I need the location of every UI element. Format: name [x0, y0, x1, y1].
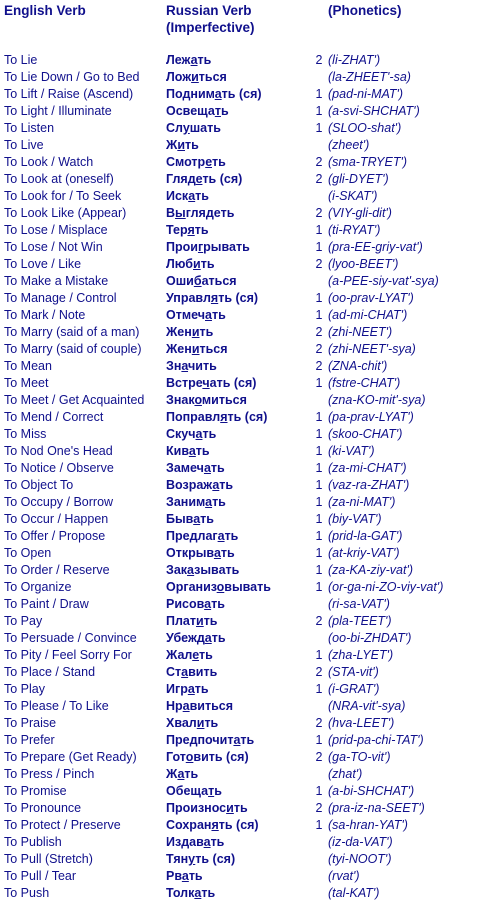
table-row — [0, 715, 490, 732]
table-row — [0, 273, 490, 290]
english-verb: To Publish — [4, 835, 62, 849]
russian-verb: Хвалить — [166, 716, 219, 730]
phonetics: (la-ZHEET'-sa) — [328, 70, 411, 84]
english-verb: To Make a Mistake — [4, 274, 109, 288]
table-row — [0, 324, 490, 341]
english-verb: To Miss — [4, 427, 47, 441]
russian-verb: Бывать — [166, 512, 214, 526]
table-row — [0, 290, 490, 307]
conjugation-number: 1 — [315, 546, 323, 560]
russian-verb: Жалеть — [166, 648, 213, 662]
header-english-verb: English Verb — [4, 3, 86, 18]
russian-verb: Отмечать — [166, 308, 226, 322]
phonetics: (a-svi-SHCHAT') — [328, 104, 420, 118]
table-row — [0, 460, 490, 477]
russian-verb: Готовить (ся) — [166, 750, 249, 764]
english-verb: To Protect / Preserve — [4, 818, 121, 832]
table-row — [0, 409, 490, 426]
phonetics: (rvat') — [328, 869, 360, 883]
english-verb: To Prefer — [4, 733, 55, 747]
phonetics: (prid-la-GAT') — [328, 529, 403, 543]
english-verb: To Listen — [4, 121, 55, 135]
table-row — [0, 69, 490, 86]
table-row — [0, 647, 490, 664]
russian-verb: Терять — [166, 223, 209, 237]
conjugation-number: 2 — [315, 325, 323, 339]
conjugation-number: 2 — [315, 53, 323, 67]
table-row — [0, 766, 490, 783]
conjugation-number: 1 — [315, 444, 323, 458]
table-row — [0, 426, 490, 443]
english-verb: To Meet — [4, 376, 49, 390]
russian-verb: Убеждать — [166, 631, 226, 645]
english-verb: To Look Like (Appear) — [4, 206, 127, 220]
english-verb: To Please / To Like — [4, 699, 109, 713]
conjugation-number: 1 — [315, 376, 323, 390]
russian-verb: Поднимать (ся) — [166, 87, 262, 101]
russian-verb: Глядеть (ся) — [166, 172, 243, 186]
table-row — [0, 171, 490, 188]
phonetics: (za-mi-CHAT') — [328, 461, 407, 475]
english-verb: To Pronounce — [4, 801, 82, 815]
russian-verb: Знакомиться — [166, 393, 247, 407]
table-row — [0, 477, 490, 494]
english-verb: To Paint / Draw — [4, 597, 89, 611]
english-verb: To Nod One's Head — [4, 444, 113, 458]
conjugation-number: 1 — [315, 308, 323, 322]
table-row — [0, 681, 490, 698]
table-row — [0, 528, 490, 545]
table-row — [0, 545, 490, 562]
russian-verb: Кивать — [166, 444, 210, 458]
conjugation-number: 1 — [315, 461, 323, 475]
russian-verb: Слушать — [166, 121, 221, 135]
phonetics: (ki-VAT') — [328, 444, 375, 458]
conjugation-number: 1 — [315, 87, 323, 101]
table-row — [0, 783, 490, 800]
phonetics: (zhat') — [328, 767, 363, 781]
phonetics: (za-KA-ziy-vat') — [328, 563, 414, 577]
russian-verb: Возражать — [166, 478, 234, 492]
header-russian-verb-line2: (Imperfective) — [166, 20, 255, 35]
russian-verb: Играть — [166, 682, 209, 696]
russian-verb: Тянуть (ся) — [166, 852, 236, 866]
phonetics: (ri-sa-VAT') — [328, 597, 390, 611]
russian-verb: Выглядеть — [166, 206, 235, 220]
table-row — [0, 120, 490, 137]
english-verb: To Occupy / Borrow — [4, 495, 114, 509]
phonetics: (oo-prav-LYAT') — [328, 291, 414, 305]
english-verb: To Love / Like — [4, 257, 82, 271]
russian-verb: Предпочитать — [166, 733, 255, 747]
table-row — [0, 613, 490, 630]
russian-verb: Ставить — [166, 665, 218, 679]
english-verb: To Press / Pinch — [4, 767, 95, 781]
russian-verb: Жить — [166, 138, 199, 152]
english-verb: To Open — [4, 546, 52, 560]
table-row — [0, 664, 490, 681]
conjugation-number: 1 — [315, 512, 323, 526]
header-phonetics: (Phonetics) — [328, 3, 402, 18]
russian-verb: Жать — [166, 767, 199, 781]
russian-verb: Предлагать — [166, 529, 239, 543]
phonetics: (pla-TEET') — [328, 614, 392, 628]
phonetics: (ad-mi-CHAT') — [328, 308, 408, 322]
phonetics: (VIY-gli-dit') — [328, 206, 392, 220]
russian-verb: Обещать — [166, 784, 222, 798]
conjugation-number: 2 — [315, 257, 323, 271]
table-row — [0, 137, 490, 154]
english-verb: To Light / Illuminate — [4, 104, 112, 118]
table-row — [0, 562, 490, 579]
phonetics: (biy-VAT') — [328, 512, 382, 526]
russian-verb: Издавать — [166, 835, 225, 849]
english-verb: To Praise — [4, 716, 57, 730]
phonetics: (NRA-vit'-sya) — [328, 699, 406, 713]
table-row — [0, 698, 490, 715]
table-row — [0, 392, 490, 409]
russian-verb: Толкать — [166, 886, 216, 900]
table-row — [0, 205, 490, 222]
phonetics: (zhi-NEET'-sya) — [328, 342, 416, 356]
russian-verb: Ложиться — [166, 70, 227, 84]
phonetics: (ti-RYAT') — [328, 223, 381, 237]
english-verb: To Meet / Get Acquainted — [4, 393, 145, 407]
english-verb: To Promise — [4, 784, 67, 798]
russian-verb: Любить — [166, 257, 215, 271]
table-row — [0, 222, 490, 239]
russian-verb: Жениться — [166, 342, 228, 356]
phonetics: (oo-bi-ZHDAT') — [328, 631, 412, 645]
table-row — [0, 749, 490, 766]
phonetics: (pra-iz-na-SEET') — [328, 801, 425, 815]
phonetics: (i-GRAT') — [328, 682, 380, 696]
english-verb: To Object To — [4, 478, 74, 492]
phonetics: (iz-da-VAT') — [328, 835, 393, 849]
conjugation-number: 1 — [315, 410, 323, 424]
conjugation-number: 2 — [315, 172, 323, 186]
phonetics: (fstre-CHAT') — [328, 376, 401, 390]
english-verb: To Look at (oneself) — [4, 172, 114, 186]
conjugation-number: 1 — [315, 121, 323, 135]
conjugation-number: 2 — [315, 750, 323, 764]
table-row — [0, 494, 490, 511]
conjugation-number: 2 — [315, 359, 323, 373]
russian-verb: Рисовать — [166, 597, 225, 611]
russian-verb: Женить — [166, 325, 214, 339]
conjugation-number: 2 — [315, 665, 323, 679]
phonetics: (prid-pa-chi-TAT') — [328, 733, 424, 747]
english-verb: To Marry (said of couple) — [4, 342, 142, 356]
phonetics: (zha-LYET') — [328, 648, 394, 662]
phonetics: (i-SKAT') — [328, 189, 378, 203]
english-verb: To Marry (said of a man) — [4, 325, 140, 339]
english-verb: To Lift / Raise (Ascend) — [4, 87, 134, 101]
russian-verb: Открывать — [166, 546, 235, 560]
phonetics: (li-ZHAT') — [328, 53, 381, 67]
table-row — [0, 256, 490, 273]
conjugation-number: 1 — [315, 784, 323, 798]
header-russian-verb — [166, 2, 255, 36]
russian-verb: Занимать — [166, 495, 226, 509]
conjugation-number: 2 — [315, 206, 323, 220]
english-verb: To Mend / Correct — [4, 410, 104, 424]
phonetics: (pa-prav-LYAT') — [328, 410, 414, 424]
english-verb: To Lie Down / Go to Bed — [4, 70, 140, 84]
russian-verb: Ошибаться — [166, 274, 237, 288]
table-row — [0, 834, 490, 851]
english-verb: To Look / Watch — [4, 155, 94, 169]
table-header — [0, 0, 490, 40]
russian-verb: Нравиться — [166, 699, 234, 713]
english-verb: To Pull (Stretch) — [4, 852, 93, 866]
table-row — [0, 52, 490, 69]
conjugation-number: 1 — [315, 733, 323, 747]
english-verb: To Lose / Misplace — [4, 223, 108, 237]
phonetics: (za-ni-MAT') — [328, 495, 396, 509]
english-verb: To Lose / Not Win — [4, 240, 103, 254]
table-row — [0, 375, 490, 392]
table-row — [0, 800, 490, 817]
verb-rows — [0, 52, 490, 902]
russian-verb: Управлять (ся) — [166, 291, 259, 305]
russian-verb: Искать — [166, 189, 209, 203]
table-row — [0, 103, 490, 120]
russian-verb: Освещать — [166, 104, 229, 118]
conjugation-number: 2 — [315, 801, 323, 815]
table-row — [0, 443, 490, 460]
conjugation-number: 1 — [315, 291, 323, 305]
table-row — [0, 86, 490, 103]
phonetics: (zheet') — [328, 138, 370, 152]
phonetics: (pra-EE-griy-vat') — [328, 240, 423, 254]
conjugation-number: 1 — [315, 478, 323, 492]
phonetics: (gli-DYET') — [328, 172, 389, 186]
russian-verb: Значить — [166, 359, 217, 373]
english-verb: To Manage / Control — [4, 291, 117, 305]
english-verb: To Organize — [4, 580, 72, 594]
english-verb: To Lie — [4, 53, 38, 67]
phonetics: (ga-TO-vit') — [328, 750, 391, 764]
english-verb: To Mean — [4, 359, 52, 373]
conjugation-number: 1 — [315, 427, 323, 441]
russian-verb: Поправлять (ся) — [166, 410, 268, 424]
phonetics: (or-ga-ni-ZO-viy-vat') — [328, 580, 444, 594]
english-verb: To Place / Stand — [4, 665, 96, 679]
conjugation-number: 1 — [315, 563, 323, 577]
english-verb: To Mark / Note — [4, 308, 86, 322]
table-row — [0, 188, 490, 205]
conjugation-number: 1 — [315, 818, 323, 832]
russian-verb: Заказывать — [166, 563, 240, 577]
phonetics: (ZNA-chit') — [328, 359, 388, 373]
russian-verb: Смотреть — [166, 155, 226, 169]
phonetics: (skoo-CHAT') — [328, 427, 403, 441]
phonetics: (hva-LEET') — [328, 716, 395, 730]
conjugation-number: 1 — [315, 648, 323, 662]
conjugation-number: 1 — [315, 223, 323, 237]
table-row — [0, 851, 490, 868]
phonetics: (zna-KO-mit'-sya) — [328, 393, 426, 407]
phonetics: (sma-TRYET') — [328, 155, 407, 169]
russian-verb: Проигрывать — [166, 240, 250, 254]
conjugation-number: 1 — [315, 580, 323, 594]
english-verb: To Order / Reserve — [4, 563, 110, 577]
russian-verb: Рвать — [166, 869, 203, 883]
table-row — [0, 868, 490, 885]
russian-verb: Платить — [166, 614, 218, 628]
phonetics: (a-PEE-siy-vat'-sya) — [328, 274, 439, 288]
phonetics: (sa-hran-YAT') — [328, 818, 408, 832]
table-row — [0, 341, 490, 358]
english-verb: To Pity / Feel Sorry For — [4, 648, 132, 662]
english-verb: To Pay — [4, 614, 43, 628]
english-verb: To Look for / To Seek — [4, 189, 122, 203]
phonetics: (lyoo-BEET') — [328, 257, 399, 271]
russian-verb: Встречать (ся) — [166, 376, 257, 390]
phonetics: (pad-ni-MAT') — [328, 87, 404, 101]
conjugation-number: 1 — [315, 104, 323, 118]
table-row — [0, 885, 490, 902]
table-row — [0, 239, 490, 256]
russian-verb: Скучать — [166, 427, 217, 441]
conjugation-number: 2 — [315, 342, 323, 356]
phonetics: (at-kriy-VAT') — [328, 546, 400, 560]
english-verb: To Offer / Propose — [4, 529, 106, 543]
conjugation-number: 2 — [315, 155, 323, 169]
english-verb: To Play — [4, 682, 45, 696]
conjugation-number: 2 — [315, 614, 323, 628]
conjugation-number: 2 — [315, 716, 323, 730]
phonetics: (SLOO-shat') — [328, 121, 402, 135]
russian-verb: Лежать — [166, 53, 212, 67]
table-row — [0, 307, 490, 324]
table-row — [0, 579, 490, 596]
conjugation-number: 1 — [315, 240, 323, 254]
english-verb: To Notice / Observe — [4, 461, 114, 475]
header-russian-verb-line1: Russian Verb — [166, 3, 252, 18]
table-row — [0, 817, 490, 834]
phonetics: (tal-KAT') — [328, 886, 380, 900]
russian-verb: Замечать — [166, 461, 225, 475]
conjugation-number: 1 — [315, 529, 323, 543]
table-row — [0, 630, 490, 647]
russian-verb: Организовывать — [166, 580, 271, 594]
phonetics: (vaz-ra-ZHAT') — [328, 478, 410, 492]
table-row — [0, 154, 490, 171]
phonetics: (tyi-NOOT') — [328, 852, 392, 866]
english-verb: To Persuade / Convince — [4, 631, 137, 645]
phonetics: (a-bi-SHCHAT') — [328, 784, 415, 798]
english-verb: To Occur / Happen — [4, 512, 109, 526]
table-row — [0, 732, 490, 749]
table-row — [0, 596, 490, 613]
english-verb: To Live — [4, 138, 44, 152]
russian-verb: Сохранять (ся) — [166, 818, 259, 832]
phonetics: (zhi-NEET') — [328, 325, 393, 339]
table-row — [0, 358, 490, 375]
russian-verb: Произносить — [166, 801, 248, 815]
phonetics: (STA-vit') — [328, 665, 379, 679]
table-row — [0, 511, 490, 528]
english-verb: To Pull / Tear — [4, 869, 77, 883]
english-verb: To Prepare (Get Ready) — [4, 750, 137, 764]
english-verb: To Push — [4, 886, 50, 900]
conjugation-number: 1 — [315, 495, 323, 509]
conjugation-number: 1 — [315, 682, 323, 696]
